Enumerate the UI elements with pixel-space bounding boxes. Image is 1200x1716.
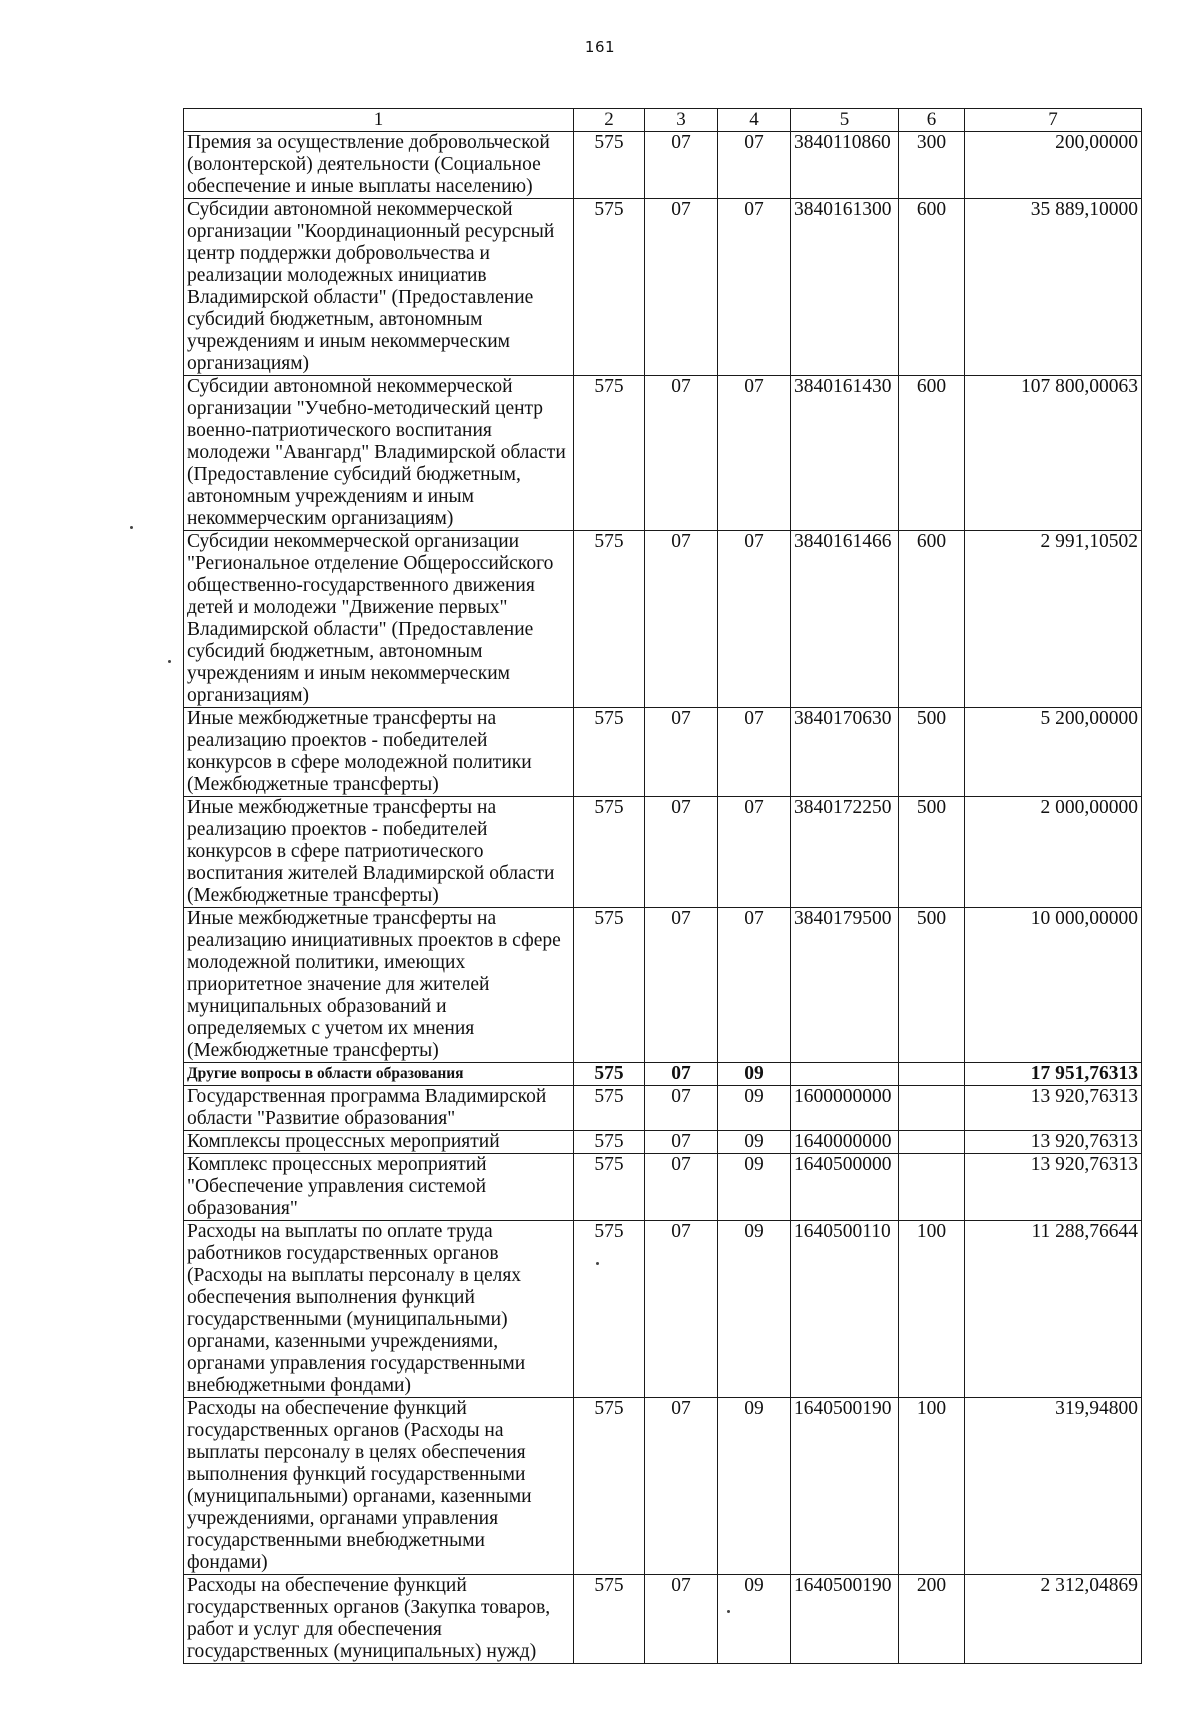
cell-subsection: 09 [718, 1086, 791, 1131]
cell-subsection: 07 [718, 908, 791, 1063]
cell-admin-code: 575 [574, 1575, 645, 1664]
cell-target-article: 1640500000 [791, 1154, 899, 1221]
cell-amount: 200,00000 [965, 132, 1142, 199]
cell-section: 07 [645, 376, 718, 531]
cell-expense-type [899, 1154, 965, 1221]
cell-expense-type: 600 [899, 531, 965, 708]
cell-amount: 319,94800 [965, 1398, 1142, 1575]
cell-expense-type: 300 [899, 132, 965, 199]
cell-section: 07 [645, 199, 718, 376]
table-row [184, 708, 1142, 797]
cell-expense-type [899, 1131, 965, 1154]
table-row [184, 1086, 1142, 1131]
cell-section: 07 [645, 908, 718, 1063]
cell-subsection: 07 [718, 376, 791, 531]
table-row [184, 531, 1142, 708]
row-description: Субсидии некоммерческой организации "Региональное отделение Общероссийского общественно-государственного движения детей и молодежи "Движение первых" Владимирской области" (Предоставление субсидий бюджетным, автономным учреждениям и иным некоммерческим организациям) [184, 531, 574, 708]
scan-speck [727, 1610, 730, 1613]
cell-amount: 11 288,76644 [965, 1221, 1142, 1398]
cell-admin-code: 575 [574, 1063, 645, 1086]
row-description: Расходы на обеспечение функций государственных органов (Закупка товаров, работ и услуг для обеспечения государственных (муниципальных) нужд) [184, 1575, 574, 1664]
cell-section: 07 [645, 1063, 718, 1086]
table-row [184, 1154, 1142, 1221]
cell-target-article: 1640500190 [791, 1575, 899, 1664]
table-row [184, 1063, 1142, 1086]
cell-amount: 5 200,00000 [965, 708, 1142, 797]
cell-expense-type: 100 [899, 1398, 965, 1575]
cell-subsection: 07 [718, 708, 791, 797]
cell-admin-code: 575 [574, 531, 645, 708]
cell-admin-code: 575 [574, 1086, 645, 1131]
column-header: 3 [645, 109, 718, 132]
cell-subsection: 09 [718, 1063, 791, 1086]
cell-section: 07 [645, 1154, 718, 1221]
row-description: Государственная программа Владимирской области "Развитие образования" [184, 1086, 574, 1131]
cell-amount: 10 000,00000 [965, 908, 1142, 1063]
cell-subsection: 07 [718, 531, 791, 708]
cell-amount: 17 951,76313 [965, 1063, 1142, 1086]
cell-subsection: 09 [718, 1131, 791, 1154]
cell-subsection: 09 [718, 1398, 791, 1575]
cell-admin-code: 575 [574, 1398, 645, 1575]
row-description: Иные межбюджетные трансферты на реализацию проектов - победителей конкурсов в сфере патриотического воспитания жителей Владимирской области (Межбюджетные трансферты) [184, 797, 574, 908]
cell-admin-code: 575 [574, 199, 645, 376]
column-header: 4 [718, 109, 791, 132]
table-header-row [184, 109, 1142, 132]
cell-section: 07 [645, 1398, 718, 1575]
column-header: 5 [791, 109, 899, 132]
cell-expense-type: 500 [899, 797, 965, 908]
table-row [184, 908, 1142, 1063]
column-header: 1 [184, 109, 574, 132]
cell-expense-type: 100 [899, 1221, 965, 1398]
cell-admin-code: 575 [574, 1154, 645, 1221]
cell-target-article: 3840172250 [791, 797, 899, 908]
cell-expense-type: 500 [899, 708, 965, 797]
cell-amount: 2 312,04869 [965, 1575, 1142, 1664]
budget-table [183, 108, 1142, 1664]
row-description: Премия за осуществление добровольческой (волонтерской) деятельности (Социальное обеспечение и иные выплаты населению) [184, 132, 574, 199]
cell-admin-code: 575 [574, 376, 645, 531]
table-row [184, 1398, 1142, 1575]
cell-expense-type: 200 [899, 1575, 965, 1664]
row-description: Другие вопросы в области образования [184, 1063, 574, 1086]
cell-amount: 2 991,10502 [965, 531, 1142, 708]
cell-target-article: 1640500190 [791, 1398, 899, 1575]
cell-expense-type: 600 [899, 199, 965, 376]
scan-speck [596, 1262, 599, 1265]
cell-expense-type: 600 [899, 376, 965, 531]
cell-admin-code: 575 [574, 908, 645, 1063]
row-description: Расходы на обеспечение функций государственных органов (Расходы на выплаты персоналу в целях обеспечения выполнения функций государственными (муниципальными) органами, казенными учреждениями, органами управления государственными внебюджетными фондами) [184, 1398, 574, 1575]
cell-target-article: 3840170630 [791, 708, 899, 797]
cell-amount: 107 800,00063 [965, 376, 1142, 531]
cell-amount: 13 920,76313 [965, 1086, 1142, 1131]
table-row [184, 1575, 1142, 1664]
cell-target-article: 3840161300 [791, 199, 899, 376]
cell-section: 07 [645, 1575, 718, 1664]
cell-expense-type [899, 1086, 965, 1131]
table-row [184, 797, 1142, 908]
cell-admin-code: 575 [574, 708, 645, 797]
cell-target-article: 1600000000 [791, 1086, 899, 1131]
scan-speck [130, 526, 133, 529]
cell-section: 07 [645, 132, 718, 199]
cell-subsection: 07 [718, 132, 791, 199]
cell-amount: 35 889,10000 [965, 199, 1142, 376]
cell-admin-code: 575 [574, 1131, 645, 1154]
row-description: Расходы на выплаты по оплате труда работников государственных органов (Расходы на выплаты персоналу в целях обеспечения выполнения функций государственными (муниципальными) органами, казенными учреждениями, органами управления государственными внебюджетными фондами) [184, 1221, 574, 1398]
row-description: Иные межбюджетные трансферты на реализацию инициативных проектов в сфере молодежной политики, имеющих приоритетное значение для жителей муниципальных образований и определяемых с учетом их мнения (Межбюджетные трансферты) [184, 908, 574, 1063]
cell-target-article: 3840161466 [791, 531, 899, 708]
column-header: 7 [965, 109, 1142, 132]
row-description: Субсидии автономной некоммерческой организации "Координационный ресурсный центр поддержки добровольчества и реализации молодежных инициатив Владимирской области" (Предоставление субсидий бюджетным, автономным учреждениям и иным некоммерческим организациям) [184, 199, 574, 376]
cell-subsection: 09 [718, 1154, 791, 1221]
table-row [184, 199, 1142, 376]
cell-expense-type [899, 1063, 965, 1086]
table-row [184, 1131, 1142, 1154]
cell-section: 07 [645, 1221, 718, 1398]
column-header: 6 [899, 109, 965, 132]
cell-target-article: 3840161430 [791, 376, 899, 531]
cell-section: 07 [645, 531, 718, 708]
cell-subsection: 07 [718, 199, 791, 376]
scan-speck [168, 660, 171, 663]
cell-section: 07 [645, 797, 718, 908]
cell-admin-code: 575 [574, 132, 645, 199]
row-description: Субсидии автономной некоммерческой организации "Учебно-методический центр военно-патриотического воспитания молодежи "Авангард" Владимирской области (Предоставление субсидий бюджетным, автономным учреждениям и иным некоммерческим организациям) [184, 376, 574, 531]
cell-subsection: 09 [718, 1575, 791, 1664]
cell-target-article: 1640500110 [791, 1221, 899, 1398]
cell-section: 07 [645, 1086, 718, 1131]
cell-subsection: 07 [718, 797, 791, 908]
cell-admin-code: 575 [574, 797, 645, 908]
cell-subsection: 09 [718, 1221, 791, 1398]
page-number: 161 [584, 38, 616, 56]
column-header: 2 [574, 109, 645, 132]
cell-amount: 13 920,76313 [965, 1154, 1142, 1221]
cell-amount: 13 920,76313 [965, 1131, 1142, 1154]
cell-section: 07 [645, 708, 718, 797]
row-description: Комплексы процессных мероприятий [184, 1131, 574, 1154]
cell-amount: 2 000,00000 [965, 797, 1142, 908]
table-row [184, 376, 1142, 531]
cell-section: 07 [645, 1131, 718, 1154]
cell-target-article [791, 1063, 899, 1086]
cell-admin-code: 575 [574, 1221, 645, 1398]
table-row [184, 132, 1142, 199]
row-description: Иные межбюджетные трансферты на реализацию проектов - победителей конкурсов в сфере молодежной политики (Межбюджетные трансферты) [184, 708, 574, 797]
table-row [184, 1221, 1142, 1398]
cell-target-article: 3840179500 [791, 908, 899, 1063]
row-description: Комплекс процессных мероприятий "Обеспечение управления системой образования" [184, 1154, 574, 1221]
cell-expense-type: 500 [899, 908, 965, 1063]
cell-target-article: 1640000000 [791, 1131, 899, 1154]
cell-target-article: 3840110860 [791, 132, 899, 199]
